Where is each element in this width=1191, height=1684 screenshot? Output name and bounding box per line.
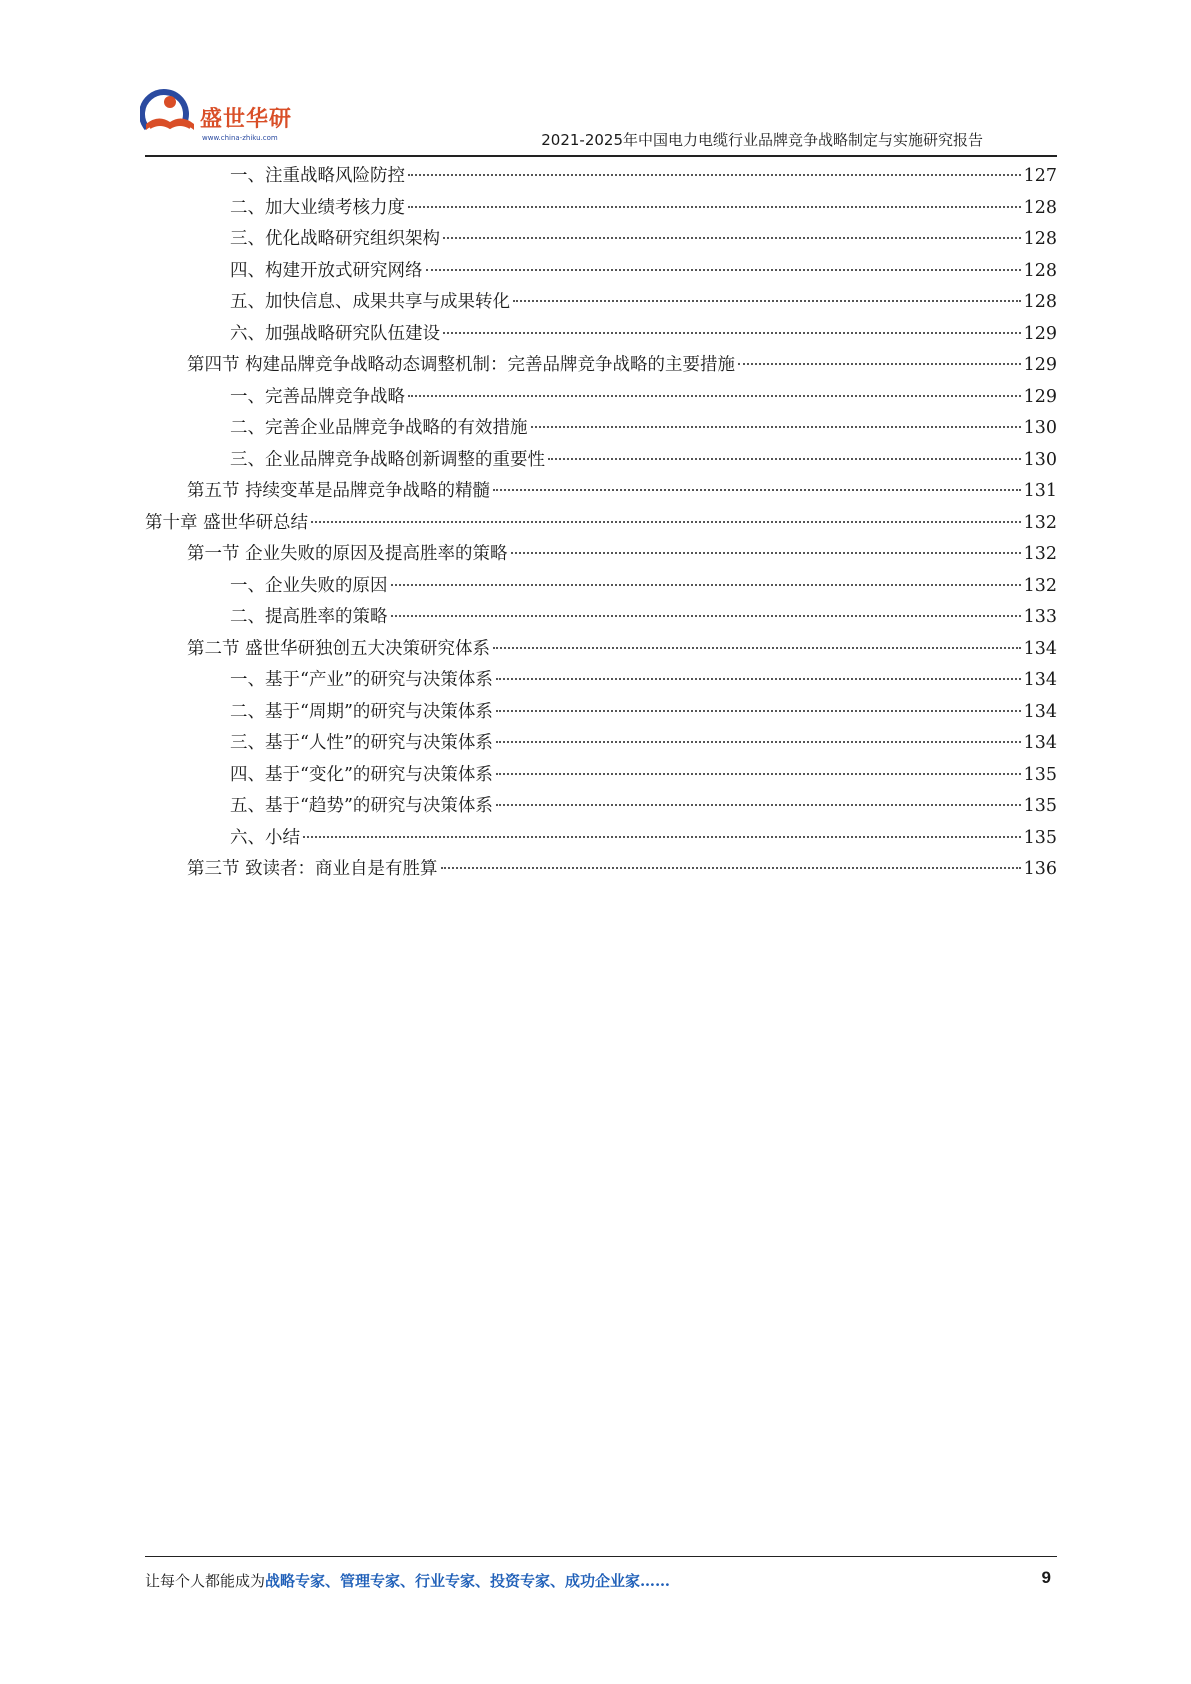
toc-entry-page: 132: [1023, 575, 1057, 596]
page-number: 9: [1041, 1568, 1051, 1587]
toc-entry-page: 128: [1023, 260, 1057, 281]
company-logo: [140, 84, 315, 146]
toc-entry-page: 129: [1023, 323, 1057, 344]
toc-dot-leader: [513, 300, 1021, 302]
header-divider: [145, 155, 1057, 157]
toc-entry[interactable]: [145, 539, 1057, 571]
toc-entry[interactable]: [145, 256, 1057, 288]
toc-entry-title: 六、小结: [230, 827, 300, 848]
table-of-contents: [145, 161, 1057, 886]
toc-entry-title: 三、企业品牌竞争战略创新调整的重要性: [230, 449, 545, 470]
toc-dot-leader: [548, 458, 1021, 460]
toc-entry[interactable]: [145, 760, 1057, 792]
toc-dot-leader: [493, 489, 1021, 491]
toc-entry-page: 134: [1023, 670, 1057, 690]
toc-entry-title: 第一节 企业失败的原因及提高胜率的策略: [187, 544, 508, 564]
toc-entry-page: 135: [1023, 764, 1057, 785]
toc-entry-page: 132: [1023, 544, 1057, 564]
toc-entry-title: 第五节 持续变革是品牌竞争战略的精髓: [187, 481, 491, 501]
toc-dot-leader: [441, 867, 1021, 869]
toc-entry[interactable]: [145, 319, 1057, 351]
toc-entry-page: 129: [1023, 386, 1057, 407]
toc-entry-page: 134: [1023, 701, 1057, 722]
toc-entry-title: 二、完善企业品牌竞争战略的有效措施: [230, 418, 528, 438]
toc-entry-title: 二、加大业绩考核力度: [230, 197, 405, 218]
footer-divider: [145, 1556, 1057, 1557]
toc-entry-page: 135: [1023, 796, 1057, 816]
toc-entry[interactable]: [145, 350, 1057, 382]
toc-entry[interactable]: [145, 161, 1057, 193]
toc-entry-title: 一、基于“产业”的研究与决策体系: [230, 670, 493, 690]
toc-entry-title: 三、基于“人性”的研究与决策体系: [230, 733, 493, 753]
toc-entry-title: 二、基于“周期”的研究与决策体系: [230, 701, 493, 722]
toc-entry-title: 六、加强战略研究队伍建设: [230, 323, 440, 344]
toc-entry[interactable]: [145, 508, 1057, 540]
toc-entry[interactable]: [145, 854, 1057, 886]
toc-entry-title: 五、加快信息、成果共享与成果转化: [230, 292, 510, 312]
toc-entry[interactable]: [145, 476, 1057, 508]
toc-entry[interactable]: [145, 791, 1057, 823]
footer-slogan: [145, 1570, 670, 1591]
toc-entry[interactable]: [145, 571, 1057, 603]
toc-dot-leader: [426, 269, 1021, 271]
toc-entry[interactable]: [145, 413, 1057, 445]
toc-entry-page: 128: [1023, 197, 1057, 218]
toc-entry[interactable]: [145, 224, 1057, 256]
toc-dot-leader: [496, 773, 1021, 775]
toc-dot-leader: [496, 710, 1021, 712]
toc-dot-leader: [496, 678, 1021, 680]
toc-entry[interactable]: [145, 602, 1057, 634]
toc-entry[interactable]: [145, 382, 1057, 414]
toc-entry[interactable]: [145, 697, 1057, 729]
report-title: 2021-2025年中国电力电缆行业品牌竞争战略制定与实施研究报告: [541, 131, 983, 149]
toc-dot-leader: [408, 174, 1021, 176]
logo-url: www.china-zhiku.com: [202, 134, 278, 142]
toc-entry[interactable]: [145, 287, 1057, 319]
toc-entry[interactable]: [145, 728, 1057, 760]
toc-entry[interactable]: [145, 823, 1057, 855]
toc-dot-leader: [531, 426, 1021, 428]
toc-dot-leader: [391, 615, 1021, 617]
toc-entry-page: 128: [1023, 292, 1057, 312]
toc-entry-page: 134: [1023, 733, 1057, 753]
toc-dot-leader: [738, 363, 1021, 365]
toc-entry-title: 三、优化战略研究组织架构: [230, 229, 440, 249]
toc-dot-leader: [443, 332, 1021, 334]
toc-entry-title: 四、基于“变化”的研究与决策体系: [230, 764, 493, 785]
toc-entry-title: 第三节 致读者：商业自是有胜算: [187, 859, 438, 879]
toc-entry[interactable]: [145, 634, 1057, 666]
toc-entry-page: 129: [1023, 355, 1057, 375]
toc-dot-leader: [311, 521, 1021, 523]
toc-entry[interactable]: [145, 193, 1057, 225]
toc-entry-page: 130: [1023, 449, 1057, 470]
toc-entry-title: 一、企业失败的原因: [230, 575, 388, 596]
toc-entry-page: 133: [1023, 607, 1057, 627]
toc-dot-leader: [493, 647, 1021, 649]
toc-dot-leader: [303, 836, 1021, 838]
toc-dot-leader: [511, 552, 1021, 554]
toc-entry-page: 131: [1023, 481, 1057, 501]
toc-dot-leader: [408, 206, 1021, 208]
toc-entry-title: 五、基于“趋势”的研究与决策体系: [230, 796, 493, 816]
slogan-highlight: 战略专家、管理专家、行业专家、投资专家、成功企业家……: [265, 1572, 671, 1590]
toc-dot-leader: [443, 237, 1021, 239]
toc-entry[interactable]: [145, 665, 1057, 697]
toc-entry-page: 136: [1023, 859, 1057, 879]
slogan-prefix: 让每个人都能成为: [145, 1572, 266, 1590]
toc-entry-title: 第二节 盛世华研独创五大决策研究体系: [187, 638, 491, 659]
toc-entry-page: 130: [1023, 418, 1057, 438]
logo-emblem-icon: [140, 84, 202, 146]
toc-entry-page: 128: [1023, 229, 1057, 249]
toc-entry-page: 127: [1023, 166, 1057, 186]
toc-entry-title: 第十章 盛世华研总结: [145, 512, 309, 533]
toc-entry-title: 第四节 构建品牌竞争战略动态调整机制：完善品牌竞争战略的主要措施: [187, 355, 736, 375]
toc-entry-page: 132: [1023, 512, 1057, 533]
toc-entry[interactable]: [145, 445, 1057, 477]
logo-name: 盛世华研: [200, 107, 293, 132]
toc-entry-title: 四、构建开放式研究网络: [230, 260, 423, 281]
toc-dot-leader: [408, 395, 1021, 397]
toc-dot-leader: [496, 741, 1021, 743]
toc-entry-title: 一、注重战略风险防控: [230, 166, 405, 186]
toc-entry-page: 134: [1023, 638, 1057, 659]
toc-entry-page: 135: [1023, 827, 1057, 848]
toc-entry-title: 一、完善品牌竞争战略: [230, 386, 405, 407]
toc-dot-leader: [391, 584, 1021, 586]
toc-entry-title: 二、提高胜率的策略: [230, 607, 388, 627]
toc-dot-leader: [496, 804, 1021, 806]
